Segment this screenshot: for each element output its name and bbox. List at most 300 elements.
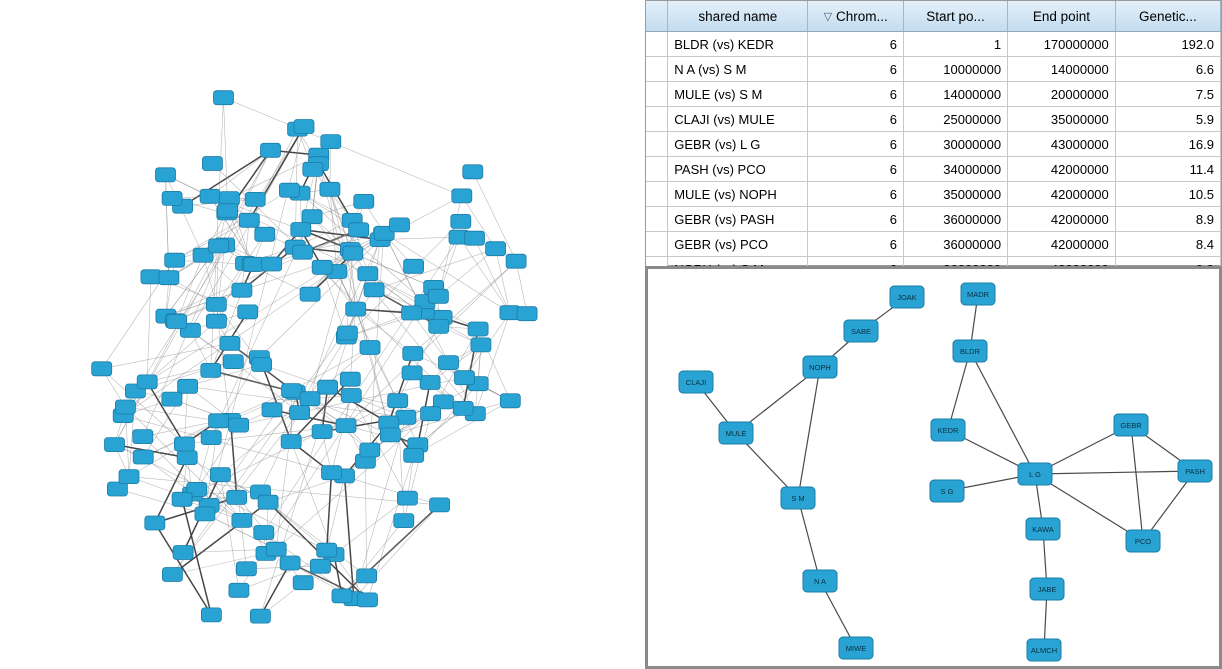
network-node[interactable] — [280, 556, 300, 570]
network-node[interactable] — [300, 287, 320, 301]
network-node[interactable] — [364, 283, 384, 297]
network-node[interactable] — [107, 482, 127, 496]
node-rect[interactable] — [349, 223, 369, 237]
node-rect[interactable] — [500, 394, 520, 408]
node-rect[interactable] — [172, 492, 192, 506]
column-header-genetic[interactable] — [1115, 1, 1220, 32]
network-node[interactable] — [404, 259, 424, 273]
node-rect[interactable] — [294, 120, 314, 134]
cell-genetic[interactable]: 5.9 — [1115, 107, 1220, 132]
network-node[interactable] — [839, 637, 873, 659]
network-node[interactable] — [394, 514, 414, 528]
network-node[interactable] — [360, 341, 380, 355]
node-rect[interactable] — [341, 389, 361, 403]
node-rect[interactable] — [133, 450, 153, 464]
network-edge[interactable] — [260, 563, 290, 616]
node-rect[interactable] — [173, 546, 193, 560]
network-node[interactable] — [517, 307, 537, 321]
network-node[interactable] — [202, 157, 222, 171]
network-node[interactable] — [206, 314, 226, 328]
node-rect[interactable] — [133, 430, 153, 444]
network-node[interactable] — [471, 338, 491, 352]
cell-shared-name[interactable]: GEBR (vs) PASH — [668, 207, 808, 232]
network-node[interactable] — [465, 231, 485, 245]
network-node[interactable] — [1027, 639, 1061, 661]
network-node[interactable] — [119, 470, 139, 484]
network-node[interactable] — [206, 297, 226, 311]
network-node[interactable] — [232, 283, 252, 297]
cell-chrom[interactable]: 6 — [808, 57, 904, 82]
cell-chrom[interactable]: 6 — [808, 132, 904, 157]
network-node[interactable] — [291, 223, 311, 237]
table-row[interactable] — [646, 132, 1221, 157]
network-node[interactable] — [238, 305, 258, 319]
node-rect[interactable] — [232, 283, 252, 297]
node-rect[interactable] — [250, 609, 270, 623]
network-node[interactable] — [239, 213, 259, 227]
node-rect[interactable] — [465, 231, 485, 245]
node-rect[interactable] — [332, 589, 352, 603]
cell-shared-name[interactable]: MULE (vs) NOPH — [668, 182, 808, 207]
network-node[interactable] — [281, 435, 301, 449]
node-rect[interactable] — [229, 418, 249, 432]
row-header-cell[interactable] — [646, 32, 668, 57]
network-node[interactable] — [452, 189, 472, 203]
network-node[interactable] — [320, 182, 340, 196]
network-node[interactable] — [506, 254, 526, 268]
network-node[interactable] — [317, 543, 337, 557]
network-node[interactable] — [439, 356, 459, 370]
node-rect[interactable] — [452, 189, 472, 203]
network-node[interactable] — [133, 430, 153, 444]
network-edge[interactable] — [948, 351, 970, 430]
network-node[interactable] — [803, 570, 837, 592]
node-rect[interactable] — [310, 559, 330, 573]
cell-genetic[interactable]: 6.6 — [1115, 57, 1220, 82]
table-row[interactable] — [646, 207, 1221, 232]
row-header-cell[interactable] — [646, 232, 668, 257]
node-rect[interactable] — [428, 289, 448, 303]
network-node[interactable] — [403, 347, 423, 361]
network-edge[interactable] — [327, 473, 332, 551]
network-node[interactable] — [220, 336, 240, 350]
network-edge[interactable] — [166, 175, 204, 255]
node-rect[interactable] — [439, 356, 459, 370]
node-rect[interactable] — [162, 568, 182, 582]
node-rect[interactable] — [201, 363, 221, 377]
network-node[interactable] — [430, 498, 450, 512]
network-node[interactable] — [178, 379, 198, 393]
node-rect[interactable] — [380, 428, 400, 442]
network-node[interactable] — [961, 283, 995, 305]
network-node[interactable] — [357, 569, 377, 583]
node-rect[interactable] — [336, 419, 356, 433]
network-node[interactable] — [261, 143, 281, 157]
network-edge[interactable] — [166, 260, 175, 316]
node-rect[interactable] — [404, 448, 424, 462]
network-node[interactable] — [844, 320, 878, 342]
network-node[interactable] — [172, 492, 192, 506]
column-header-end-point[interactable] — [1008, 1, 1116, 32]
network-node[interactable] — [209, 239, 229, 253]
network-node[interactable] — [402, 366, 422, 380]
network-node[interactable] — [223, 355, 243, 369]
node-rect[interactable] — [403, 347, 423, 361]
network-node[interactable] — [1018, 463, 1052, 485]
cell-chrom[interactable]: 6 — [808, 107, 904, 132]
network-node[interactable] — [354, 194, 374, 208]
network-edge[interactable] — [345, 476, 354, 599]
node-rect[interactable] — [320, 182, 340, 196]
node-rect[interactable] — [200, 189, 220, 203]
table-row[interactable] — [646, 57, 1221, 82]
network-node[interactable] — [803, 356, 837, 378]
network-node[interactable] — [332, 589, 352, 603]
network-node[interactable] — [266, 542, 286, 556]
table-row[interactable] — [646, 107, 1221, 132]
network-node[interactable] — [312, 260, 332, 274]
node-rect[interactable] — [280, 556, 300, 570]
node-rect[interactable] — [300, 392, 320, 406]
attribute-table-panel[interactable] — [645, 0, 1222, 266]
node-rect[interactable] — [206, 297, 226, 311]
node-rect[interactable] — [358, 267, 378, 281]
node-rect[interactable] — [486, 242, 506, 256]
network-node[interactable] — [92, 362, 112, 376]
network-node[interactable] — [336, 419, 356, 433]
cell-end-point[interactable]: 170000000 — [1008, 32, 1116, 57]
node-rect[interactable] — [227, 490, 247, 504]
node-rect[interactable] — [300, 287, 320, 301]
node-rect[interactable] — [343, 246, 363, 260]
node-rect[interactable] — [159, 271, 179, 285]
table-row[interactable] — [646, 157, 1221, 182]
network-edge[interactable] — [1035, 471, 1195, 474]
node-rect[interactable] — [202, 157, 222, 171]
cell-chrom[interactable]: 6 — [808, 82, 904, 107]
cell-start-point[interactable]: 10000000 — [903, 57, 1007, 82]
network-node[interactable] — [340, 372, 360, 386]
network-node[interactable] — [930, 480, 964, 502]
node-rect[interactable] — [206, 314, 226, 328]
node-rect[interactable] — [239, 213, 259, 227]
node-rect[interactable] — [262, 403, 282, 417]
node-rect[interactable] — [430, 498, 450, 512]
network-node[interactable] — [232, 513, 252, 527]
network-node[interactable] — [1026, 518, 1060, 540]
network-edge[interactable] — [798, 367, 820, 498]
cell-start-point[interactable]: 34000000 — [903, 157, 1007, 182]
network-node[interactable] — [255, 227, 275, 241]
cell-start-point[interactable]: 36000000 — [903, 232, 1007, 257]
network-node[interactable] — [218, 204, 238, 218]
node-rect[interactable] — [468, 322, 488, 336]
network-node[interactable] — [463, 165, 483, 179]
node-rect[interactable] — [281, 435, 301, 449]
node-rect[interactable] — [346, 302, 366, 316]
table-row[interactable] — [646, 232, 1221, 257]
column-header-shared-name[interactable] — [668, 1, 808, 32]
network-node[interactable] — [337, 326, 357, 340]
network-node[interactable] — [468, 322, 488, 336]
network-node[interactable] — [1126, 530, 1160, 552]
network-node[interactable] — [210, 468, 230, 482]
network-node[interactable] — [404, 448, 424, 462]
node-rect[interactable] — [312, 260, 332, 274]
cell-chrom[interactable]: 6 — [808, 232, 904, 257]
node-rect[interactable] — [321, 135, 341, 149]
network-edge[interactable] — [216, 246, 218, 305]
cell-start-point[interactable]: 30000000 — [903, 132, 1007, 157]
network-node[interactable] — [254, 526, 274, 540]
network-node[interactable] — [293, 576, 313, 590]
network-node[interactable] — [302, 210, 322, 224]
node-rect[interactable] — [92, 362, 112, 376]
network-node[interactable] — [214, 91, 234, 105]
network-edge[interactable] — [224, 98, 462, 196]
network-node[interactable] — [229, 583, 249, 597]
cell-end-point[interactable]: 42000000 — [1008, 232, 1116, 257]
network-node[interactable] — [162, 392, 182, 406]
node-rect[interactable] — [218, 204, 238, 218]
network-node[interactable] — [162, 191, 182, 205]
row-header-cell[interactable] — [646, 82, 668, 107]
node-rect[interactable] — [302, 210, 322, 224]
node-rect[interactable] — [252, 358, 272, 372]
network-node[interactable] — [358, 593, 378, 607]
node-rect[interactable] — [282, 384, 302, 398]
node-rect[interactable] — [115, 400, 135, 414]
cell-genetic[interactable]: 8.9 — [1115, 207, 1220, 232]
row-header-cell[interactable] — [646, 207, 668, 232]
node-rect[interactable] — [162, 392, 182, 406]
network-edge[interactable] — [125, 407, 218, 421]
network-node[interactable] — [262, 403, 282, 417]
network-node[interactable] — [303, 162, 323, 176]
cell-start-point[interactable]: 25000000 — [903, 107, 1007, 132]
network-node[interactable] — [310, 559, 330, 573]
node-rect[interactable] — [223, 355, 243, 369]
network-node[interactable] — [200, 189, 220, 203]
network-node[interactable] — [279, 183, 299, 197]
node-rect[interactable] — [105, 438, 125, 452]
node-rect[interactable] — [360, 443, 380, 457]
network-node[interactable] — [402, 306, 422, 320]
network-node[interactable] — [451, 214, 471, 228]
node-rect[interactable] — [517, 307, 537, 321]
network-node[interactable] — [244, 257, 264, 271]
network-node[interactable] — [145, 516, 165, 530]
node-rect[interactable] — [167, 315, 187, 329]
cell-end-point[interactable]: 42000000 — [1008, 157, 1116, 182]
node-rect[interactable] — [293, 245, 313, 259]
node-rect[interactable] — [262, 257, 282, 271]
network-node[interactable] — [250, 609, 270, 623]
node-rect[interactable] — [312, 425, 332, 439]
network-node[interactable] — [262, 257, 282, 271]
node-rect[interactable] — [354, 194, 374, 208]
network-node[interactable] — [236, 562, 256, 576]
network-node[interactable] — [312, 425, 332, 439]
cell-shared-name[interactable]: GEBR (vs) PCO — [668, 232, 808, 257]
network-node[interactable] — [141, 270, 161, 284]
node-rect[interactable] — [201, 608, 221, 622]
node-rect[interactable] — [402, 366, 422, 380]
network-node[interactable] — [252, 358, 272, 372]
node-rect[interactable] — [229, 583, 249, 597]
node-rect[interactable] — [177, 451, 197, 465]
node-rect[interactable] — [388, 394, 408, 408]
node-rect[interactable] — [141, 270, 161, 284]
network-node[interactable] — [429, 319, 449, 333]
network-node[interactable] — [201, 431, 221, 445]
node-rect[interactable] — [404, 259, 424, 273]
network-node[interactable] — [282, 384, 302, 398]
network-node[interactable] — [162, 568, 182, 582]
row-header-cell[interactable] — [646, 57, 668, 82]
node-rect[interactable] — [214, 91, 234, 105]
network-node[interactable] — [486, 242, 506, 256]
network-node[interactable] — [346, 302, 366, 316]
network-node[interactable] — [421, 407, 441, 421]
table-row[interactable] — [646, 82, 1221, 107]
node-rect[interactable] — [420, 376, 440, 390]
node-rect[interactable] — [357, 569, 377, 583]
subnetwork-view[interactable] — [645, 266, 1222, 669]
cell-shared-name[interactable]: MULE (vs) S M — [668, 82, 808, 107]
cell-end-point[interactable]: 43000000 — [1008, 132, 1116, 157]
network-node[interactable] — [341, 389, 361, 403]
node-rect[interactable] — [236, 562, 256, 576]
cell-start-point[interactable]: 1 — [903, 32, 1007, 57]
cell-genetic[interactable]: 11.4 — [1115, 157, 1220, 182]
node-rect[interactable] — [397, 491, 417, 505]
table-row[interactable] — [646, 32, 1221, 57]
network-node[interactable] — [165, 253, 185, 267]
network-node[interactable] — [159, 271, 179, 285]
node-rect[interactable] — [261, 143, 281, 157]
column-header-start-point[interactable] — [903, 1, 1007, 32]
cell-genetic[interactable]: 192.0 — [1115, 32, 1220, 57]
cell-end-point[interactable]: 20000000 — [1008, 82, 1116, 107]
node-rect[interactable] — [293, 576, 313, 590]
network-node[interactable] — [931, 419, 965, 441]
node-rect[interactable] — [463, 165, 483, 179]
node-rect[interactable] — [220, 336, 240, 350]
network-node[interactable] — [420, 376, 440, 390]
cell-genetic[interactable]: 10.5 — [1115, 182, 1220, 207]
network-node[interactable] — [167, 315, 187, 329]
network-node[interactable] — [500, 394, 520, 408]
network-node[interactable] — [294, 120, 314, 134]
cell-end-point[interactable]: 42000000 — [1008, 182, 1116, 207]
network-node[interactable] — [358, 267, 378, 281]
network-node[interactable] — [390, 218, 410, 232]
network-node[interactable] — [201, 363, 221, 377]
network-node[interactable] — [177, 451, 197, 465]
network-edge[interactable] — [798, 498, 820, 581]
network-node[interactable] — [719, 422, 753, 444]
cell-shared-name[interactable]: GEBR (vs) L G — [668, 132, 808, 157]
node-rect[interactable] — [291, 223, 311, 237]
network-node[interactable] — [953, 340, 987, 362]
node-rect[interactable] — [453, 401, 473, 415]
node-rect[interactable] — [162, 191, 182, 205]
network-node[interactable] — [388, 394, 408, 408]
node-rect[interactable] — [174, 437, 194, 451]
network-node[interactable] — [1030, 578, 1064, 600]
node-rect[interactable] — [394, 514, 414, 528]
row-header-cell[interactable] — [646, 157, 668, 182]
node-rect[interactable] — [244, 257, 264, 271]
node-rect[interactable] — [360, 341, 380, 355]
network-node[interactable] — [428, 289, 448, 303]
subnetwork-canvas[interactable] — [648, 269, 1219, 666]
network-node[interactable] — [105, 438, 125, 452]
network-edge[interactable] — [147, 277, 151, 382]
node-rect[interactable] — [255, 227, 275, 241]
node-rect[interactable] — [451, 214, 471, 228]
filter-icon[interactable]: ▽ — [823, 10, 833, 23]
network-node[interactable] — [360, 443, 380, 457]
network-node[interactable] — [318, 380, 338, 394]
row-header-cell[interactable] — [646, 107, 668, 132]
node-rect[interactable] — [137, 375, 157, 389]
network-edge[interactable] — [1131, 425, 1143, 541]
node-rect[interactable] — [238, 305, 258, 319]
node-rect[interactable] — [145, 516, 165, 530]
network-node[interactable] — [133, 450, 153, 464]
network-node[interactable] — [349, 223, 369, 237]
node-rect[interactable] — [364, 283, 384, 297]
network-node[interactable] — [343, 246, 363, 260]
network-node[interactable] — [245, 192, 265, 206]
network-edge[interactable] — [342, 505, 440, 596]
node-rect[interactable] — [317, 543, 337, 557]
node-rect[interactable] — [279, 183, 299, 197]
network-node[interactable] — [227, 490, 247, 504]
network-node[interactable] — [201, 608, 221, 622]
node-rect[interactable] — [119, 470, 139, 484]
node-rect[interactable] — [506, 254, 526, 268]
network-node[interactable] — [209, 414, 229, 428]
node-rect[interactable] — [178, 379, 198, 393]
column-header-chrom[interactable] — [808, 1, 904, 32]
network-node[interactable] — [781, 487, 815, 509]
network-node[interactable] — [137, 375, 157, 389]
node-rect[interactable] — [209, 239, 229, 253]
network-node[interactable] — [453, 401, 473, 415]
table-row[interactable] — [646, 182, 1221, 207]
network-node[interactable] — [115, 400, 135, 414]
cell-chrom[interactable]: 6 — [808, 182, 904, 207]
node-rect[interactable] — [107, 482, 127, 496]
node-rect[interactable] — [165, 253, 185, 267]
network-node[interactable] — [156, 168, 176, 182]
network-node[interactable] — [229, 418, 249, 432]
cell-chrom[interactable]: 6 — [808, 157, 904, 182]
network-node[interactable] — [397, 491, 417, 505]
network-node[interactable] — [290, 406, 310, 420]
node-rect[interactable] — [266, 542, 286, 556]
network-node[interactable] — [173, 546, 193, 560]
cell-shared-name[interactable]: PASH (vs) PCO — [668, 157, 808, 182]
network-node[interactable] — [293, 245, 313, 259]
node-rect[interactable] — [303, 162, 323, 176]
network-node[interactable] — [455, 371, 475, 385]
cell-shared-name[interactable]: N A (vs) S M — [668, 57, 808, 82]
node-rect[interactable] — [471, 338, 491, 352]
